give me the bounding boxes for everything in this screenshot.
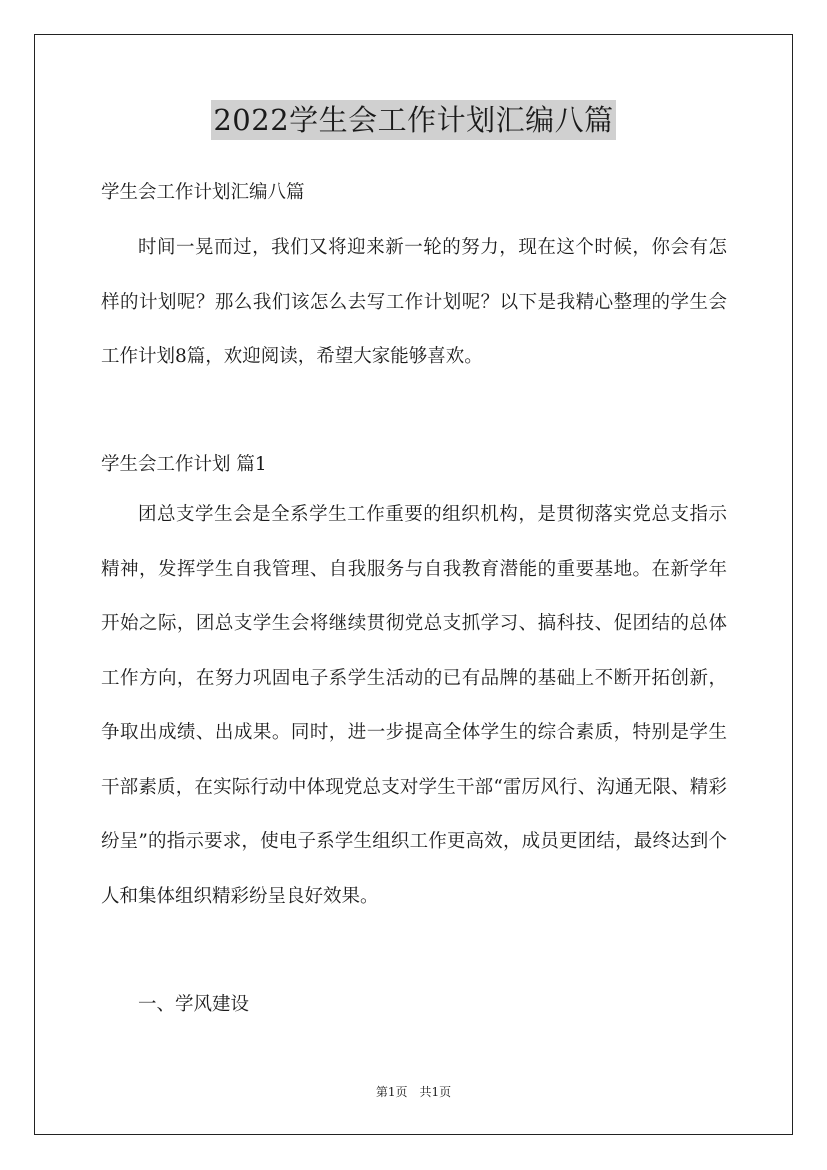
section-heading: 学生会工作计划 篇1	[101, 454, 267, 475]
document-subtitle: 学生会工作计划汇编八篇	[101, 182, 305, 203]
subsection-heading: 一、学风建设	[138, 994, 250, 1015]
document-title: 2022学生会工作计划汇编八篇	[211, 100, 615, 140]
body-paragraph: 团总支学生会是全系学生工作重要的组织机构，是贯彻落实党总支指示精神，发挥学生自我管理、自我服务与自我教育潜能的重要基地。在新学年开始之际，团总支学生会将继续贯彻党总支抓学习、搞科技、促团结的总体工作方向，在努力巩固电子系学生活动的已有品牌的基础上不断开拓创新，争取出成绩、出成果。同时，进一步提高全体学生的综合素质，特别是学生干部素质，在实际行动中体现党总支对学生干部“雷厉风行、沟通无限、精彩纷呈”的指示要求，使电子系学生组织工作更高效，成员更团结，最终达到个人和集体组织精彩纷呈良好效果。	[101, 504, 727, 907]
title-container	[0, 100, 827, 140]
intro-paragraph: 时间一晃而过，我们又将迎来新一轮的努力，现在这个时候，你会有怎样的计划呢？那么我们该怎么去写工作计划呢？以下是我精心整理的学生会工作计划8篇，欢迎阅读，希望大家能够喜欢。	[101, 237, 727, 367]
page-footer: 第1页 共1页	[375, 1085, 452, 1099]
